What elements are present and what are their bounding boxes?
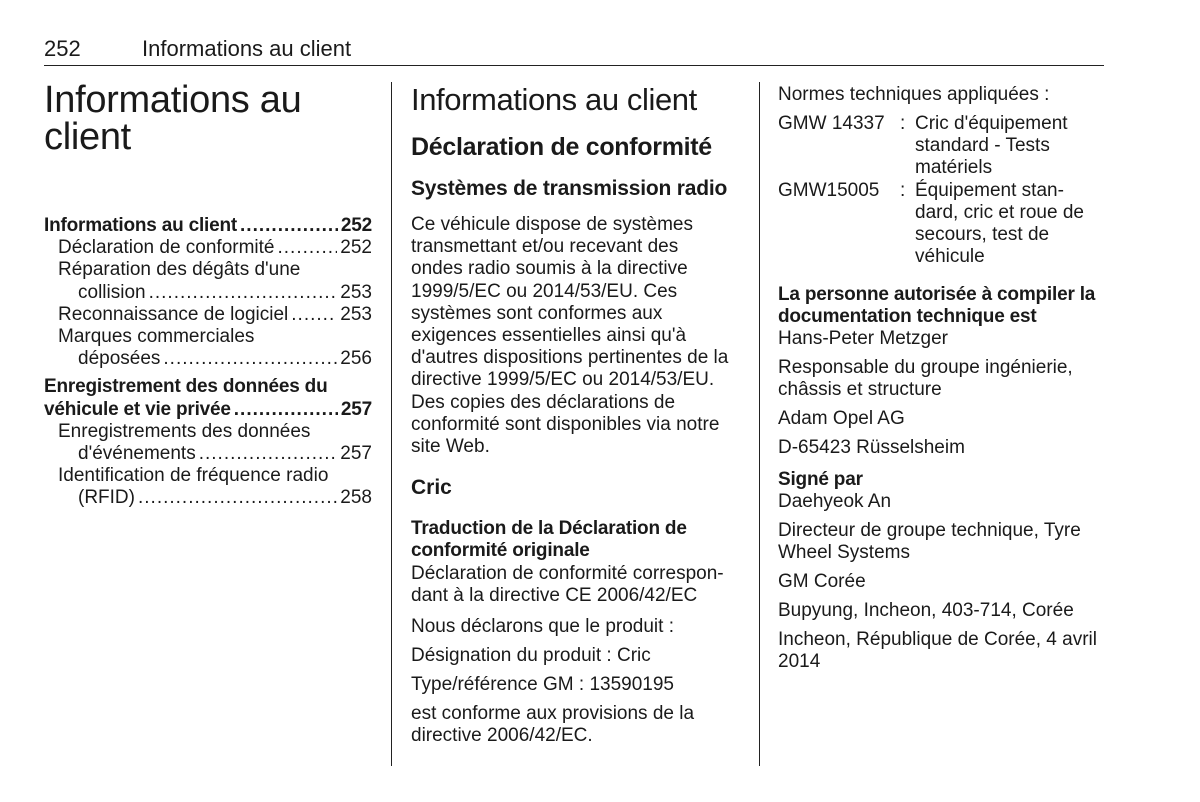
toc-page-number: 252 — [340, 215, 372, 236]
toc-leader-dots — [240, 215, 338, 237]
standard-row — [778, 180, 1108, 269]
standards-list — [778, 113, 1108, 268]
toc-leader-dots — [163, 348, 337, 370]
text-line: ondes radio soumis à la directive — [411, 258, 688, 280]
toc-entry-label: Déclaration de conformité — [58, 237, 275, 259]
toc-page-number: 257 — [340, 443, 372, 465]
text-line: transmettant et/ou recevant des — [411, 236, 679, 258]
company-address: D-65423 Rüsselsheim — [778, 437, 965, 458]
radio-paragraph — [411, 214, 746, 458]
text-line: Des copies des déclarations de — [411, 391, 676, 413]
conformity-heading: Déclaration de conformité — [411, 133, 712, 161]
toc-entry-label: Enregistrement des données du — [44, 376, 328, 398]
section-heading: Informations au client — [411, 82, 697, 117]
toc-entry-label: Enregistrements des données — [58, 420, 311, 442]
toc-entry-label: d'événements — [78, 443, 196, 465]
standard-code: GMW15005 — [778, 179, 880, 201]
standard-row — [778, 113, 1108, 180]
place-and-date — [778, 629, 1108, 673]
toc-entry[interactable] — [44, 304, 372, 326]
text-line: systèmes sont conformes aux — [411, 302, 663, 324]
signer-title — [778, 520, 1108, 564]
text-line: d'autres dispositions pertinentes de la — [411, 347, 729, 369]
text-line: La personne autorisée à compiler la — [778, 284, 1096, 305]
toc-page-number: 257 — [340, 398, 372, 420]
text-line: véhicule — [915, 246, 985, 268]
toc-entry-label: Marques commerciales — [58, 326, 255, 348]
text-line: conformité sont disponibles via notre — [411, 413, 720, 435]
toc-leader-dots — [138, 487, 337, 509]
text-line: conformité originale — [411, 540, 590, 562]
text-line: Responsable du groupe ingénierie, — [778, 357, 1073, 378]
text-line: châssis et structure — [778, 379, 942, 401]
toc-page-number: 258 — [340, 487, 372, 509]
text-line: directive 2006/42/EC. — [411, 725, 593, 747]
header-rule — [44, 65, 1104, 66]
column-divider-2 — [759, 82, 760, 766]
toc-leader-dots — [234, 399, 338, 421]
jack-heading: Cric — [411, 476, 452, 499]
text-line: 1999/5/EC ou 2014/53/EU. Ces — [411, 280, 678, 302]
radio-systems-heading: Systèmes de transmission radio — [411, 177, 728, 200]
toc-entry[interactable] — [44, 465, 372, 509]
toc-entry-label: Identification de fréquence radio — [58, 465, 329, 487]
toc-entry-label: Informations au client — [44, 215, 238, 236]
column-divider-1 — [391, 82, 392, 766]
toc-entry[interactable] — [44, 326, 372, 370]
text-line: Wheel Systems — [778, 542, 910, 564]
responsible-title — [778, 357, 1108, 401]
signer-name: Daehyeok An — [778, 491, 892, 512]
toc-entry-label: collision — [78, 281, 146, 303]
company-name: Adam Opel AG — [778, 408, 905, 429]
running-header-title: Informations au client — [142, 36, 352, 61]
toc-entry-label: Reconnaissance de logiciel — [58, 303, 289, 325]
toc-entry[interactable] — [44, 259, 372, 303]
text-line: exigences essentielles ainsi qu'à — [411, 325, 687, 347]
product-designation: Désignation du produit : Cric — [411, 645, 651, 666]
text-line: matériels — [915, 157, 993, 179]
text-line: Ce véhicule dispose de systèmes — [411, 214, 693, 235]
standard-code: GMW 14337 — [778, 113, 885, 134]
gm-korea: GM Corée — [778, 571, 866, 592]
standard-description — [915, 180, 1108, 269]
text-line: Directeur de groupe technique, Tyre — [778, 520, 1081, 541]
text-line: dard, cric et roue de — [915, 201, 1084, 223]
text-line: dant à la directive CE 2006/42/EC — [411, 585, 698, 607]
toc-entry[interactable] — [44, 376, 372, 420]
standard-description — [915, 113, 1108, 180]
toc-leader-dots — [149, 282, 338, 304]
chapter-title: Informations au client — [44, 79, 302, 158]
toc-leader-dots — [278, 237, 338, 259]
text-line: Cric d'équipement — [915, 113, 1068, 134]
product-statement: Nous déclarons que le produit : — [411, 616, 674, 637]
text-line: Équipement stan- — [915, 179, 1064, 201]
toc-entry[interactable] — [44, 215, 372, 237]
toc-entry-label: (RFID) — [78, 487, 135, 509]
text-line: site Web. — [411, 436, 490, 458]
standards-title: Normes techniques appliquées : — [778, 84, 1050, 105]
conformity-statement — [411, 703, 746, 747]
translation-heading — [411, 518, 746, 562]
authorized-person-heading — [778, 284, 1108, 328]
korea-address: Bupyung, Incheon, 403-714, Corée — [778, 600, 1074, 621]
text-line: standard - Tests — [915, 135, 1050, 157]
toc-leader-dots — [199, 443, 338, 465]
toc-page-number: 256 — [340, 348, 372, 370]
authorized-person-name: Hans-Peter Metzger — [778, 328, 949, 349]
toc-page-number: 253 — [340, 281, 372, 303]
standard-separator: : — [900, 113, 906, 134]
text-line: documentation technique est — [778, 306, 1037, 328]
text-line: Traduction de la Déclaration de — [411, 518, 687, 539]
declaration-text — [411, 563, 746, 607]
text-line: Déclaration de conformité correspon- — [411, 563, 724, 584]
toc-entry[interactable] — [44, 421, 372, 465]
toc-entry-label: Réparation des dégâts d'une — [58, 259, 301, 281]
toc-entry-label: déposées — [78, 348, 161, 370]
toc-page-number: 253 — [340, 303, 372, 325]
gm-reference: Type/référence GM : 13590195 — [411, 674, 674, 695]
toc-entry-label: véhicule et vie privée — [44, 398, 231, 420]
text-line: Incheon, République de Corée, 4 avril — [778, 629, 1097, 650]
toc-page-number: 252 — [340, 237, 372, 259]
text-line: est conforme aux provisions de la — [411, 703, 695, 724]
text-line: 2014 — [778, 651, 821, 673]
toc-leader-dots — [291, 304, 337, 326]
toc-entry[interactable] — [44, 237, 372, 259]
table-of-contents — [44, 215, 372, 510]
page-number: 252 — [44, 36, 81, 61]
text-line: directive 1999/5/EC ou 2014/53/EU. — [411, 369, 715, 391]
signed-by-heading: Signé par — [778, 469, 863, 490]
text-line: secours, test de — [915, 224, 1050, 246]
standard-separator: : — [900, 179, 906, 201]
